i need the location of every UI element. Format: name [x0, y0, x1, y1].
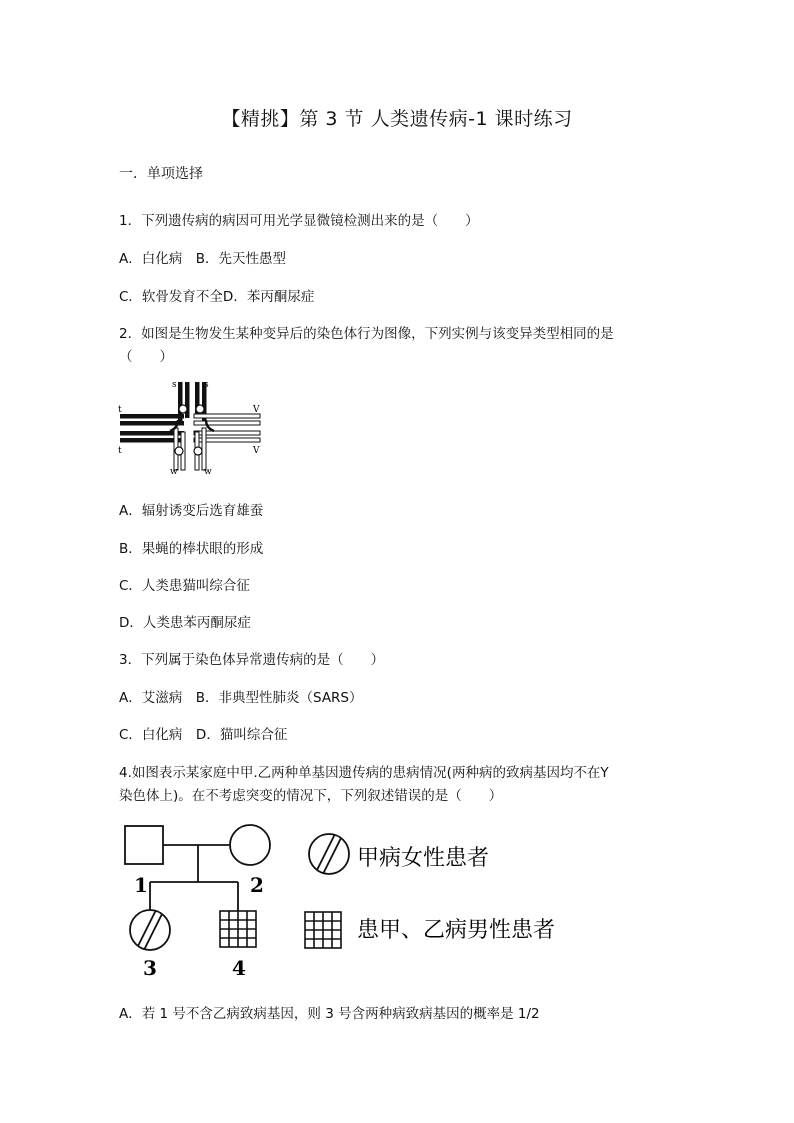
legend-grid-male-symbol [305, 912, 341, 948]
label-w-left: w [170, 467, 178, 476]
label-s-left: s [172, 380, 177, 390]
individual-4-affected-male [220, 911, 256, 947]
label-t-bottom: t [118, 446, 122, 456]
section-heading: 一．单项选择 [119, 166, 203, 182]
legend-1-text: 甲病女性患者 [357, 846, 490, 871]
label-w-right: w [204, 467, 212, 476]
q2-option-b: B．果蝇的棒状眼的形成 [119, 541, 264, 557]
label-v-bottom: V [253, 446, 260, 456]
q2-stem-bracket: （ ） [119, 349, 173, 365]
individual-1-male [125, 826, 163, 864]
chromosome-cross-figure [116, 376, 266, 476]
page-title: 【精挑】第 3 节 人类遗传病-1 课时练习 [221, 108, 573, 130]
q2-option-d: D．人类患苯丙酮尿症 [119, 615, 251, 631]
label-v-top: V [253, 405, 260, 415]
label-2: 2 [250, 873, 264, 897]
q1-options-cd: C．软骨发育不全D．苯丙酮尿症 [119, 289, 315, 305]
q1-stem: 1．下列遗传病的病因可用光学显微镜检测出来的是（ ） [119, 213, 479, 229]
label-1: 1 [134, 873, 148, 897]
pedigree-figure [110, 818, 590, 983]
q4-option-a: A．若 1 号不含乙病致病基因，则 3 号含两种病致病基因的概率是 1/2 [119, 1006, 540, 1022]
q4-stem-cont: 染色体上)。在不考虑突变的情况下，下列叙述错误的是（ ） [119, 788, 503, 804]
label-3: 3 [143, 956, 157, 980]
individual-3-affected-female [130, 910, 170, 950]
q3-stem: 3．下列属于染色体异常遗传病的是（ ） [119, 652, 385, 668]
q3-options-cd: C．白化病 D．猫叫综合征 [119, 727, 288, 743]
q2-option-a: A．辐射诱变后选育雄蚕 [119, 503, 264, 519]
legend-hatched-female-symbol [309, 834, 349, 874]
label-s-right: s [204, 380, 209, 390]
individual-2-female [230, 825, 270, 865]
label-4: 4 [232, 956, 246, 980]
q2-option-c: C．人类患猫叫综合征 [119, 578, 250, 594]
legend-2-text: 患甲、乙病男性患者 [357, 918, 556, 943]
q2-stem: 2．如图是生物发生某种变异后的染色体行为图像，下列实例与该变异类型相同的是 [119, 326, 614, 342]
label-t-top: t [118, 405, 122, 415]
q4-stem: 4.如图表示某家庭中甲.乙两种单基因遗传病的患病情况(两种病的致病基因均不在Y [119, 765, 609, 781]
q3-options-ab: A．艾滋病 B．非典型性肺炎（SARS） [119, 690, 363, 706]
q1-options-ab: A．白化病 B．先天性愚型 [119, 251, 286, 267]
